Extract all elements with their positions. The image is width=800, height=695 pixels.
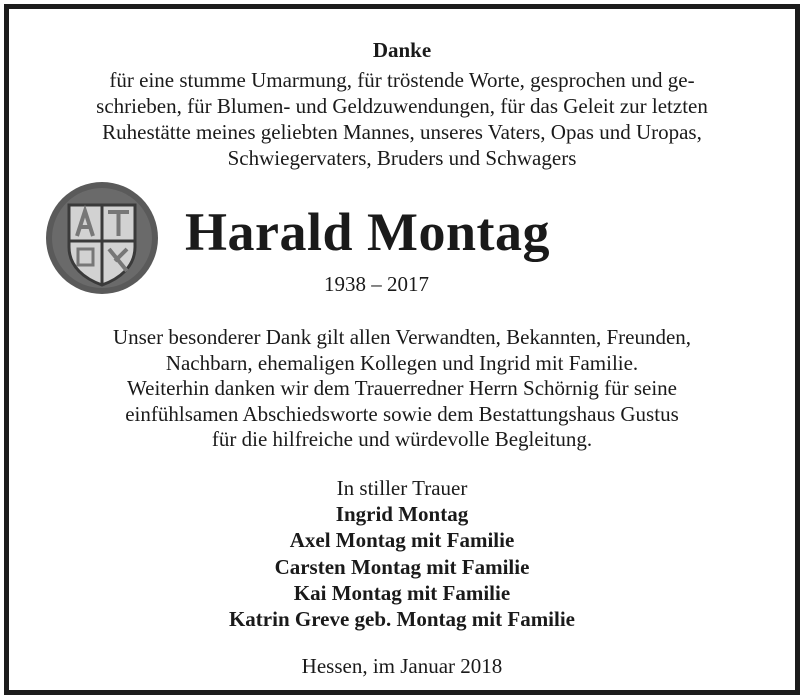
place-date: Hessen, im Januar 2018 [301,654,503,678]
mourning-label: In stiller Trauer [336,476,468,500]
signer-name: Katrin Greve geb. Montag mit Familie [228,607,576,632]
deceased-name: Harald Montag [185,202,550,262]
heading: Danke [372,38,432,62]
intro-line: Ruhestätte meines geliebten Mannes, unseres Vaters, Opas und Uropas, [102,120,702,144]
mourners-block [9,475,795,632]
thanks-line: Nachbarn, ehemaligen Kollegen und Ingrid mit Familie. [165,350,639,375]
signer-name: Axel Montag mit Familie [289,528,515,553]
thanks-line: Unser besonderer Dank gilt allen Verwandten, Bekannten, Freunden, [112,325,692,349]
emblem-graphic [45,181,159,295]
thanks-text [9,325,795,453]
intro-line: Schwiegervaters, Bruders und Schwagers [227,146,577,170]
signer-name: Carsten Montag mit Familie [274,554,530,579]
intro-line: schrieben, für Blumen- und Geldzuwendungen, für das Geleit zur letzten [96,94,708,118]
guild-coat-of-arms-icon [45,181,159,295]
intro-line: für eine stumme Umarmung, für tröstende Worte, gesprochen und ge- [109,68,695,92]
signer-name: Ingrid Montag [335,502,469,527]
thanks-line: Weiterhin danken wir dem Trauerredner Herrn Schörnig für seine [127,376,677,400]
intro-text [9,67,795,171]
thanks-line: einfühlsamen Abschiedsworte sowie dem Bestattungshaus Gustus [125,401,679,426]
thanks-line: für die hilfreiche und würdevolle Begleitung. [211,427,593,451]
signer-name: Kai Montag mit Familie [293,580,511,605]
obituary-notice [4,4,800,695]
life-dates: 1938 – 2017 [324,272,429,296]
